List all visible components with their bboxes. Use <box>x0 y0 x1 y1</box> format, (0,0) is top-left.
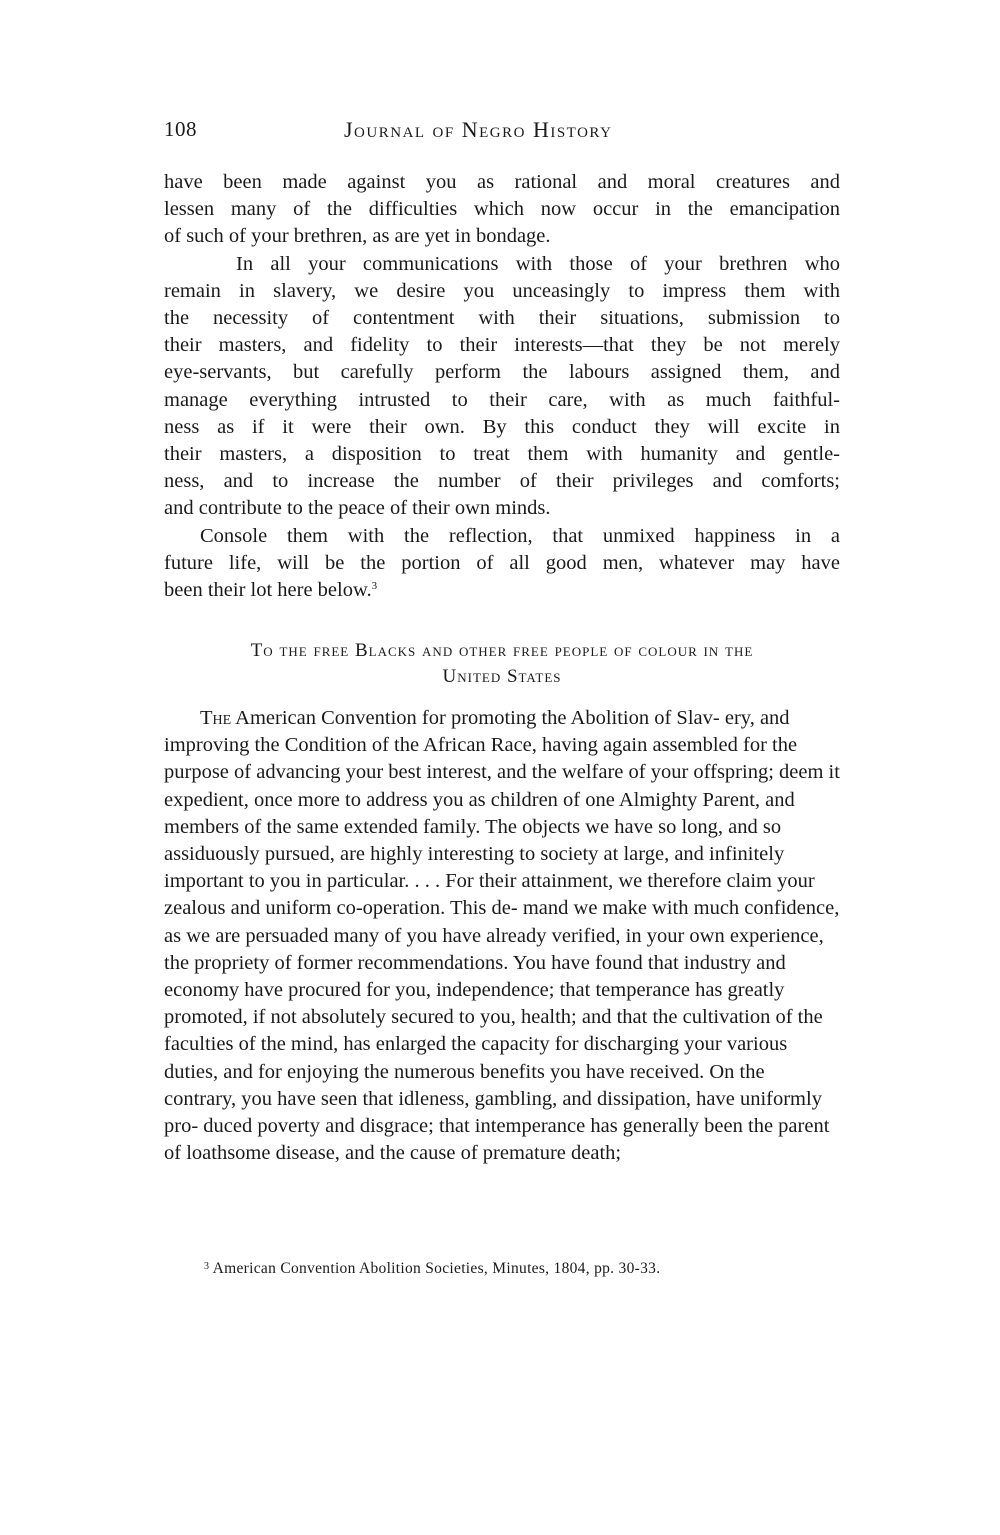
text-line: their masters, a disposition to treat them with humanity and gentle- <box>164 443 840 466</box>
text-line: the parent of loathsome disease, and the cause of premature death; <box>164 1115 830 1165</box>
section-heading-line-1: To the free Blacks and other free people of colour in the <box>250 640 754 661</box>
text-line: of such of your brethren, as are yet in bondage. <box>164 225 551 248</box>
page-header <box>164 117 840 149</box>
text-line: duced poverty and disgrace; that intemperance has generally been <box>203 1115 743 1138</box>
text-line: pursued, are highly interesting to society at large, and infinitely <box>264 843 785 866</box>
text-line: Console them with the reflection, that unmixed happiness in a <box>200 524 840 547</box>
footnote-reference[interactable]: 3 <box>371 580 378 593</box>
text-line: you have already verified, in your own experience, the propriety of <box>164 924 824 974</box>
text-line: been their lot here below. <box>164 579 372 602</box>
text-line: ness as if it were their own. By this conduct they will excite in <box>164 415 840 438</box>
text-line: welfare of your offspring; deem it expedient, once more to address <box>164 761 840 811</box>
text-line: important to you in particular. . . . For their attainment, we <box>164 870 643 893</box>
address-text <box>164 705 840 1167</box>
text-line: manage everything intrusted to their care, with as much faithful- <box>164 388 840 411</box>
text-line: capacity for discharging your various duties, and for enjoying the <box>164 1033 788 1083</box>
running-head: Journal of Negro History <box>344 117 613 142</box>
text-line: ery, and improving the Condition of the African Race, having again <box>164 707 790 757</box>
footnote-text: American Convention Abolition Societies, Minutes, 1804, pp. 30-33. <box>212 1260 661 1277</box>
body-text <box>164 169 840 604</box>
text-line: economy have procured for you, independence; that temperance <box>164 979 690 1002</box>
text-line-lead <box>164 707 720 729</box>
text-line: that the cultivation of the faculties of the mind, has enlarged the <box>164 1006 823 1056</box>
text-line: seen that idleness, gambling, and dissipation, have uniformly pro- <box>164 1087 822 1138</box>
paragraph-communications <box>164 251 840 523</box>
paragraph-console <box>164 523 840 605</box>
text-line: former recommendations. You have found that industry and <box>296 951 786 974</box>
text-line: remain in slavery, we desire you unceasingly to impress them with <box>164 279 840 302</box>
text-line: numerous benefits you have received. On the contrary, you have <box>164 1060 765 1110</box>
text-line: ness, and to increase the number of their privileges and comforts; <box>164 470 840 493</box>
page-number: 108 <box>164 117 197 141</box>
text-line: American Convention for promoting the Abolition of Slav- <box>231 707 720 729</box>
text-line: has greatly promoted, if not absolutely secured to you, health; and <box>164 979 785 1029</box>
footnote-mark: 3 <box>204 1261 210 1272</box>
footnote <box>204 1260 840 1278</box>
lead-word: The <box>200 707 232 729</box>
text-line-with-note <box>164 577 840 604</box>
text-line: therefore claim your zealous and uniform co-operation. This de- <box>164 870 815 920</box>
text-line: and contribute to the peace of their own minds. <box>164 497 551 520</box>
text-line: mand we make with much confidence, as we are persuaded many of <box>164 897 840 947</box>
section-heading <box>164 638 840 690</box>
text-line: extended family. The objects we have so long, and so assiduously <box>164 815 782 866</box>
text-line: assembled for the purpose of advancing your best interest, and the <box>164 734 798 784</box>
text-line: you as children of one Almighty Parent, and members of the same <box>164 788 795 838</box>
text-line: the necessity of contentment with their situations, submission to <box>164 307 840 330</box>
text-line: In all your communications with those of your brethren who <box>236 252 840 275</box>
text-line: future life, will be the portion of all good men, whatever may have <box>164 551 840 574</box>
text-line: their masters, and fidelity to their interests—that they be not merely <box>164 334 840 357</box>
paragraph-continued <box>164 169 840 251</box>
text-line: have been made against you as rational and moral creatures and <box>164 171 840 193</box>
text-line: lessen many of the difficulties which now occur in the emancipation <box>164 198 840 221</box>
section-heading-line-2: United States <box>442 666 562 687</box>
text-line: eye-servants, but carefully perform the labours assigned them, and <box>164 361 840 384</box>
